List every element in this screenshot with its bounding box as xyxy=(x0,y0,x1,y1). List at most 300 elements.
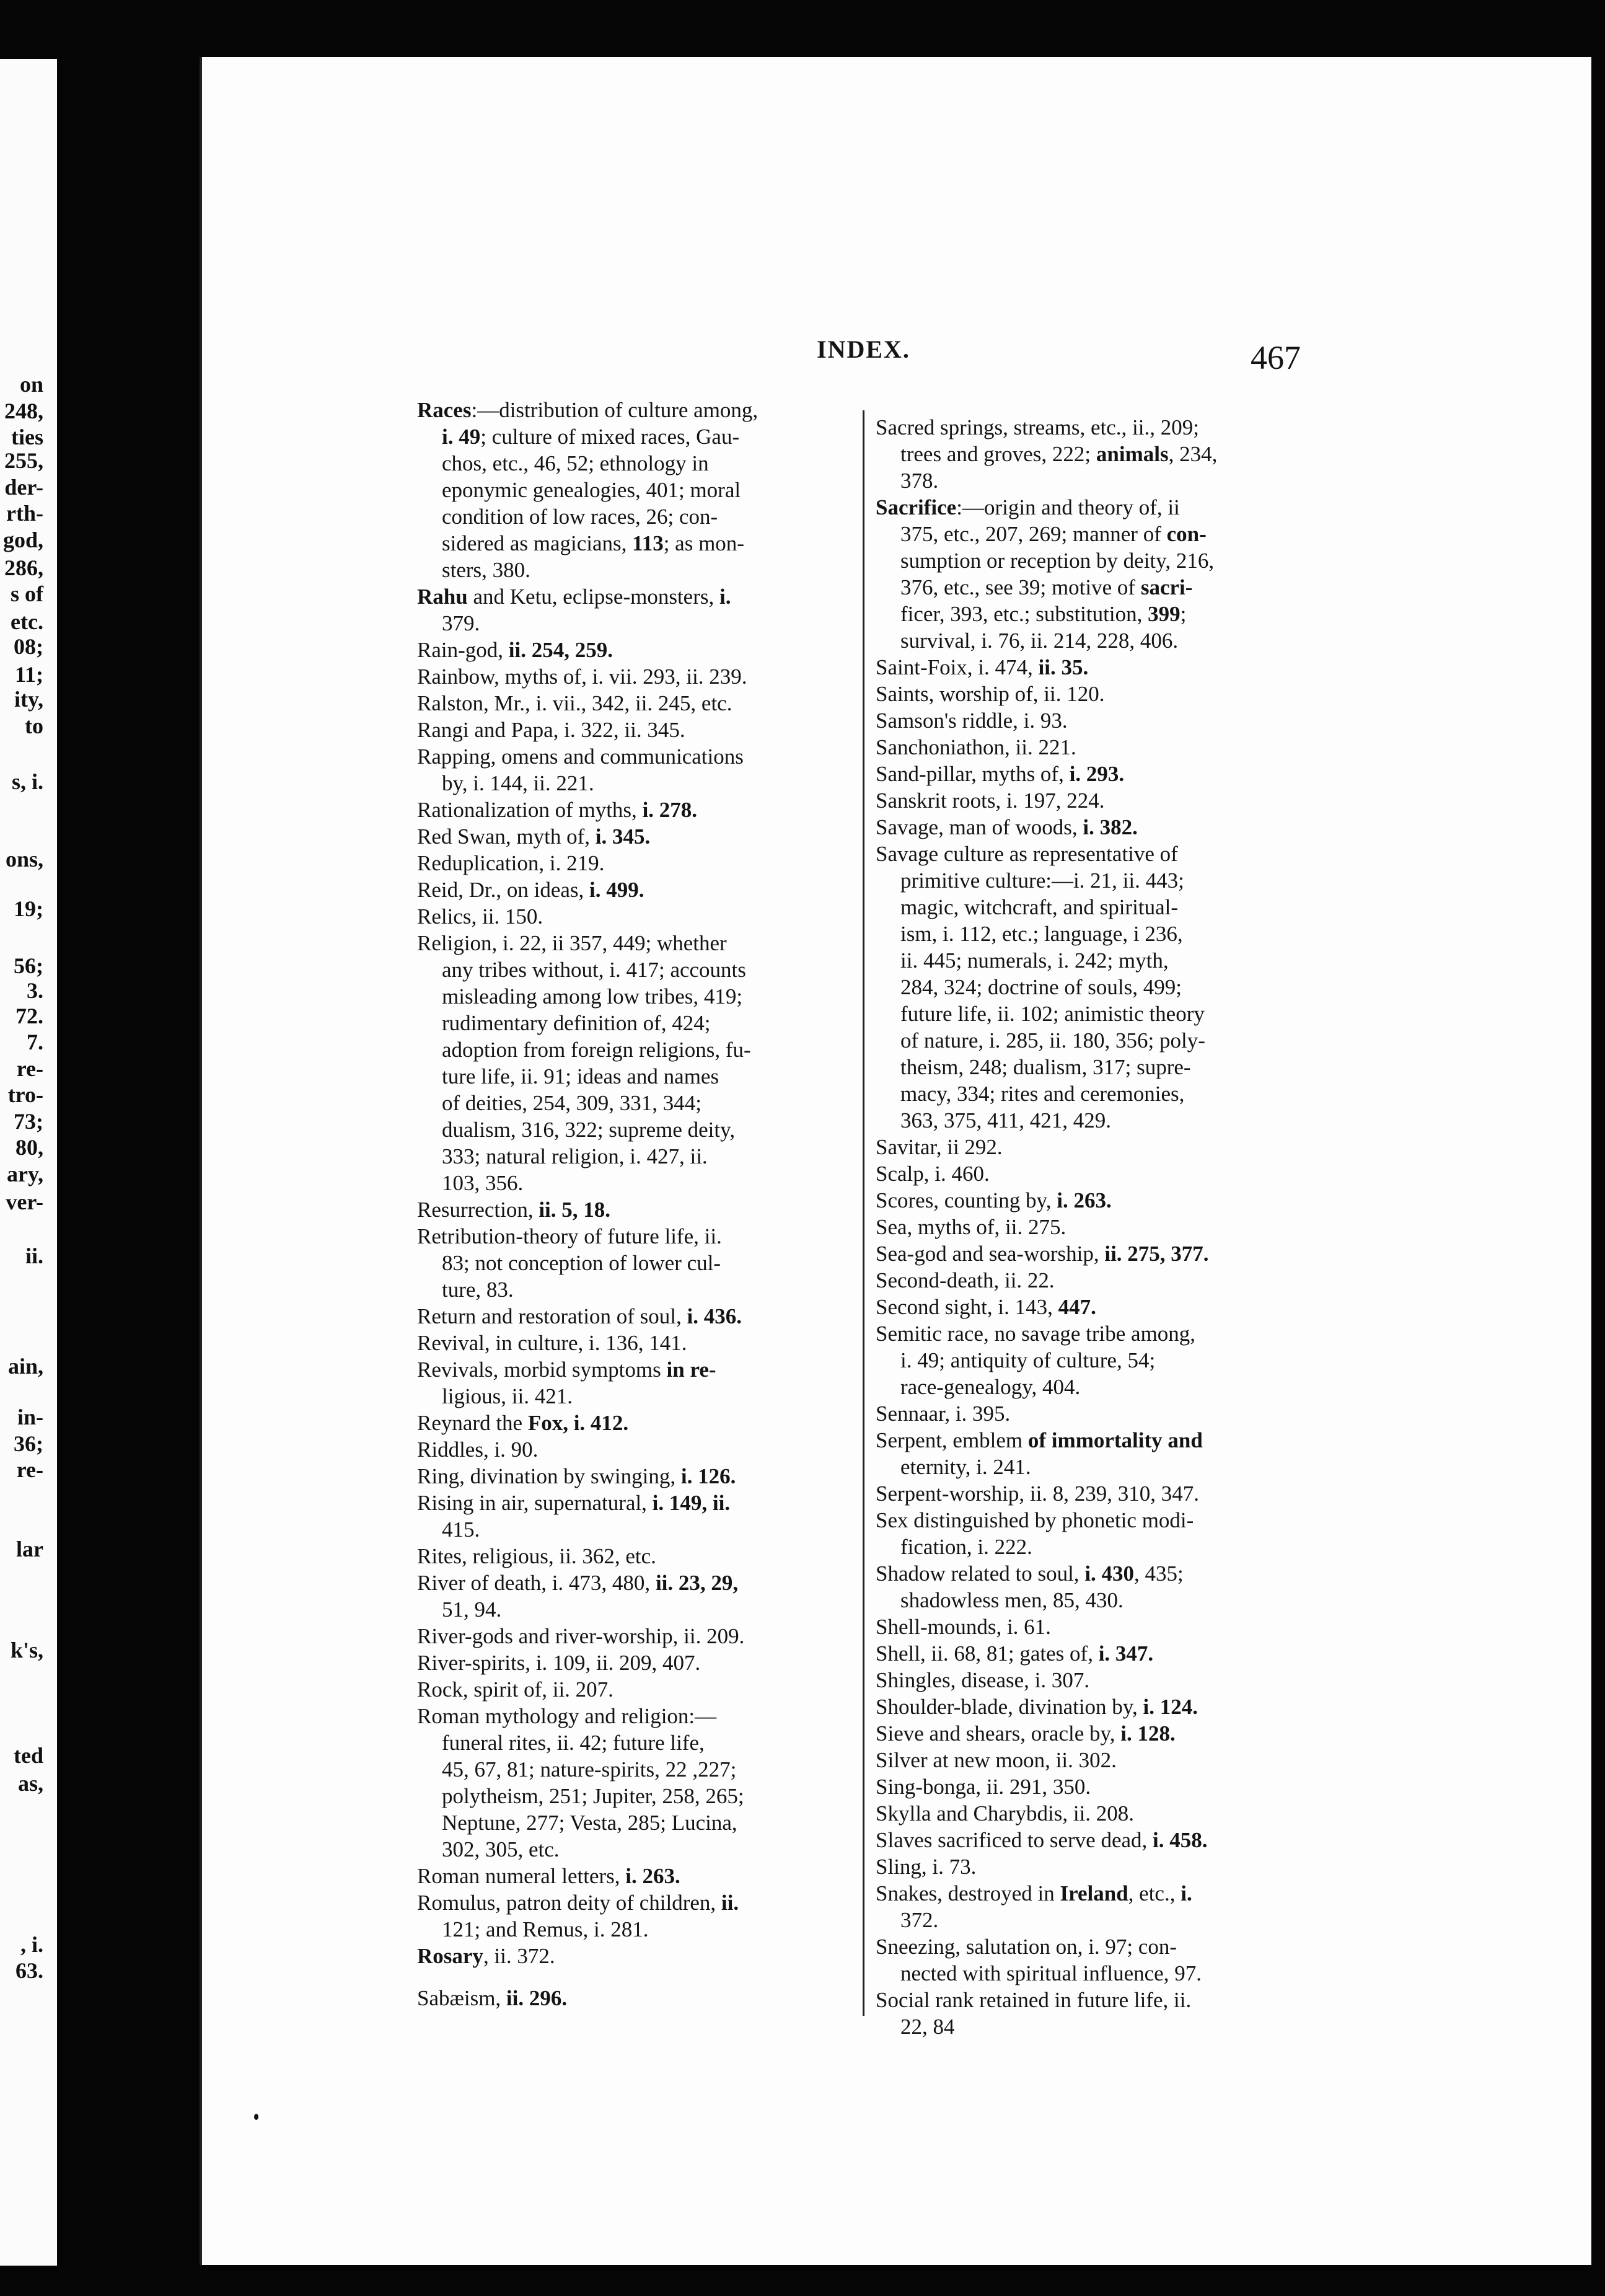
index-entry xyxy=(876,414,1309,494)
index-bold-reference: ii. 5, 18. xyxy=(539,1198,611,1222)
index-entry-headword-line: Sacred springs, streams, etc., ii., 209; xyxy=(876,415,1199,439)
index-entry xyxy=(417,1356,851,1410)
index-bold-reference: i. 149, ii. xyxy=(652,1491,731,1515)
index-entry xyxy=(876,1693,1309,1720)
index-entry-continuation-line: by, i. 144, ii. 221. xyxy=(442,771,594,795)
index-entry-headword-line: Savitar, ii 292. xyxy=(876,1135,1003,1159)
index-text: Saint-Foix, i. 474, xyxy=(876,655,1039,679)
facing-page-text-fragment: ain, xyxy=(7,1354,43,1379)
index-entry-headword-line: Serpent-worship, ii. 8, 239, 310, 347. xyxy=(876,1481,1200,1506)
index-entry-headword-line: Saints, worship of, ii. 120. xyxy=(876,682,1105,706)
facing-page-text-fragment: ons, xyxy=(5,847,43,872)
index-entry-continuation-line: 284, 324; doctrine of souls, 499; xyxy=(900,975,1182,999)
index-entry xyxy=(417,1330,851,1356)
index-entry-continuation-line: 378. xyxy=(900,469,939,493)
index-entry-continuation-line xyxy=(876,441,1309,467)
index-entry-headword-line xyxy=(417,823,851,850)
index-bold-reference: i. 382. xyxy=(1083,815,1138,839)
index-entry-continuation-line: race-genealogy, 404. xyxy=(900,1375,1081,1399)
index-entry-headword-line: Reduplication, i. 219. xyxy=(417,851,605,875)
index-entry-continuation-line: polytheism, 251; Jupiter, 258, 265; xyxy=(442,1784,744,1808)
index-entry-continuation-line: 83; not conception of lower cul- xyxy=(442,1251,721,1275)
index-entry xyxy=(876,1827,1309,1853)
index-text: Sabæism, xyxy=(417,1986,506,2010)
index-text: , ii. 372. xyxy=(483,1944,555,1968)
index-entry xyxy=(417,1703,851,1863)
ink-speck xyxy=(254,2114,258,2120)
index-entry-headword-line xyxy=(417,1490,851,1516)
index-entry xyxy=(417,903,851,930)
index-bold-reference: 399 xyxy=(1148,602,1181,626)
index-entry-headword-line: Shell-mounds, i. 61. xyxy=(876,1615,1051,1639)
index-bold-reference: Rahu xyxy=(417,585,468,609)
index-text: :—origin and theory of, ii xyxy=(956,495,1180,519)
index-entry xyxy=(876,1427,1309,1480)
index-entry xyxy=(876,1294,1309,1320)
index-text: Return and restoration of soul, xyxy=(417,1304,687,1328)
index-bold-reference: in re- xyxy=(666,1358,716,1382)
index-entry-headword-line: Sneezing, salutation on, i. 97; con- xyxy=(876,1935,1177,1959)
facing-page-text-fragment: 286, xyxy=(4,555,43,580)
index-text: Rising in air, supernatural, xyxy=(417,1491,653,1515)
index-bold-reference: i. 49 xyxy=(442,425,481,449)
index-text: Red Swan, myth of, xyxy=(417,824,596,849)
index-bold-reference: i. 347. xyxy=(1098,1641,1154,1666)
index-entry-continuation-line: ture life, ii. 91; ideas and names xyxy=(442,1064,719,1088)
index-bold-reference: i. xyxy=(719,585,731,609)
index-entry-headword-line: Sanskrit roots, i. 197, 224. xyxy=(876,788,1105,813)
index-text: Ring, divination by swinging, xyxy=(417,1464,681,1488)
index-entry-headword-line xyxy=(876,654,1309,681)
index-entry xyxy=(876,1720,1309,1747)
index-entry-headword-line: Savage culture as representative of xyxy=(876,842,1178,866)
index-entry xyxy=(417,1985,851,2011)
index-entry xyxy=(417,930,851,1196)
index-bold-reference: Rosary xyxy=(417,1944,483,1968)
index-text: Roman numeral letters, xyxy=(417,1864,626,1888)
facing-page-text-fragment: re- xyxy=(16,1457,43,1482)
index-entry-continuation-line: 372. xyxy=(900,1908,939,1932)
index-entry-headword-line: Rock, spirit of, ii. 207. xyxy=(417,1677,613,1702)
index-entry xyxy=(876,1800,1309,1827)
index-entry-headword-line xyxy=(876,1427,1309,1454)
index-entry-headword-line xyxy=(417,1356,851,1383)
index-entry-headword-line xyxy=(876,761,1309,787)
index-entry xyxy=(876,1480,1309,1507)
index-entry-headword-line: Semitic race, no savage tribe among, xyxy=(876,1322,1196,1346)
facing-page-text-fragment: 248, xyxy=(4,399,43,423)
facing-page-text-fragment: in- xyxy=(17,1405,43,1429)
index-entry-continuation-line: 45, 67, 81; nature-spirits, 22 ,227; xyxy=(442,1757,737,1782)
index-text: Second sight, i. 143, xyxy=(876,1295,1058,1319)
index-entry-headword-line: Relics, ii. 150. xyxy=(417,904,543,929)
index-text: and Ketu, eclipse-monsters, xyxy=(467,585,719,609)
index-entry-continuation-line: Neptune, 277; Vesta, 285; Lucina, xyxy=(442,1811,737,1835)
index-column-left xyxy=(417,397,851,2011)
facing-page-text-fragment: rth- xyxy=(6,501,43,526)
index-bold-reference: Ireland xyxy=(1060,1881,1128,1905)
index-entry-headword-line: Skylla and Charybdis, ii. 208. xyxy=(876,1801,1135,1826)
index-text: ; as mon- xyxy=(663,531,744,555)
index-entry xyxy=(417,1196,851,1223)
index-entry-continuation-line: future life, ii. 102; animistic theory xyxy=(900,1002,1205,1026)
index-entry-continuation-line: fication, i. 222. xyxy=(900,1535,1032,1559)
index-entry-headword-line: Sennaar, i. 395. xyxy=(876,1402,1011,1426)
index-entry-continuation-line: eternity, i. 241. xyxy=(900,1455,1031,1479)
index-entry xyxy=(876,734,1309,761)
index-entry xyxy=(876,1187,1309,1214)
index-entry xyxy=(876,1240,1309,1267)
index-entry xyxy=(417,583,851,637)
index-bold-reference: ii. 254, 259. xyxy=(508,638,613,662)
index-bold-reference: of immortality and xyxy=(1027,1428,1203,1452)
index-text: trees and groves, 222; xyxy=(900,442,1096,466)
index-bold-reference: i. 436. xyxy=(687,1304,742,1328)
index-entry-headword-line xyxy=(876,1720,1309,1747)
index-text: Sea-god and sea-worship, xyxy=(876,1242,1105,1266)
facing-page-text-fragment: der- xyxy=(4,475,43,500)
index-text: Revivals, morbid symptoms xyxy=(417,1358,667,1382)
index-text: Slaves sacrificed to serve dead, xyxy=(876,1828,1153,1852)
facing-page-text-fragment: ary, xyxy=(7,1162,43,1186)
index-entry-continuation-line: dualism, 316, 322; supreme deity, xyxy=(442,1118,736,1142)
index-text: , etc., xyxy=(1128,1881,1181,1905)
index-entry-continuation-line: ture, 83. xyxy=(442,1278,514,1302)
index-entry xyxy=(876,1507,1309,1560)
index-entry xyxy=(417,1490,851,1543)
index-entry-headword-line xyxy=(417,1889,851,1916)
index-entry-continuation-line: chos, etc., 46, 52; ethnology in xyxy=(442,451,709,475)
index-entry xyxy=(876,1933,1309,1987)
index-bold-reference: ii. xyxy=(721,1891,739,1915)
index-entry-continuation-line: 22, 84 xyxy=(900,2015,955,2039)
index-bold-reference: i. 345. xyxy=(595,824,651,849)
index-entry xyxy=(417,1410,851,1436)
index-entry-headword-line xyxy=(417,1863,851,1889)
index-entry-headword-line xyxy=(417,1303,851,1330)
index-entry-headword-line xyxy=(876,1880,1309,1907)
index-entry xyxy=(876,1400,1309,1427)
index-text: sidered as magicians, xyxy=(442,531,633,555)
facing-page-text-fragment: to xyxy=(25,713,43,738)
index-entry xyxy=(417,876,851,903)
facing-page-text-fragment: 255, xyxy=(4,448,43,473)
index-entry-headword-line xyxy=(876,1294,1309,1320)
index-entry-headword-line xyxy=(417,397,851,423)
index-entry xyxy=(876,1320,1309,1400)
index-text: 375, etc., 207, 269; manner of xyxy=(900,522,1167,546)
index-entry-headword-line xyxy=(417,1985,851,2011)
index-entry-continuation-line: condition of low races, 26; con- xyxy=(442,505,718,529)
index-entry xyxy=(417,1863,851,1889)
index-bold-reference: i. 128. xyxy=(1120,1721,1176,1746)
index-entry-headword-line: Sex distinguished by phonetic modi- xyxy=(876,1508,1194,1532)
index-text: Scores, counting by, xyxy=(876,1188,1057,1212)
index-entry-headword-line: Silver at new moon, ii. 302. xyxy=(876,1748,1117,1772)
index-text: ficer, 393, etc.; substitution, xyxy=(900,602,1148,626)
index-entry xyxy=(417,663,851,690)
index-entry xyxy=(876,1560,1309,1614)
index-entry-continuation-line: shadowless men, 85, 430. xyxy=(900,1588,1124,1612)
index-bold-reference: sacri- xyxy=(1140,575,1193,599)
index-bold-reference: i. 278. xyxy=(642,798,698,822)
index-entry-headword-line: Roman mythology and religion:— xyxy=(417,1704,717,1728)
facing-page-text-fragment: 80, xyxy=(15,1135,43,1160)
index-entry-continuation-line: i. 49; antiquity of culture, 54; xyxy=(900,1348,1156,1372)
index-text: Shell, ii. 68, 81; gates of, xyxy=(876,1641,1099,1666)
index-entry xyxy=(417,1889,851,1943)
index-entry-headword-line xyxy=(876,1827,1309,1853)
index-entry xyxy=(876,494,1309,654)
index-entry xyxy=(876,1214,1309,1240)
index-entry-continuation-line: ism, i. 112, etc.; language, i 236, xyxy=(900,922,1183,946)
index-entry-continuation-line: ligious, ii. 421. xyxy=(442,1384,573,1408)
index-entry-continuation-line: 333; natural religion, i. 427, ii. xyxy=(442,1144,708,1168)
index-entry-headword-line: Sing-bonga, ii. 291, 350. xyxy=(876,1775,1091,1799)
index-entry xyxy=(876,1853,1309,1880)
index-entry-continuation-line xyxy=(876,574,1309,601)
index-entry-continuation-line xyxy=(876,601,1309,627)
index-entry xyxy=(876,1640,1309,1667)
page-number: 467 xyxy=(1251,339,1301,376)
facing-page-text-fragment: lar xyxy=(16,1537,43,1561)
index-entry-headword-line: Sea, myths of, ii. 275. xyxy=(876,1215,1066,1239)
facing-page-text-fragment: s of xyxy=(11,581,43,606)
index-entry-headword-line xyxy=(417,637,851,663)
index-entry xyxy=(876,1773,1309,1800)
index-entry xyxy=(876,1134,1309,1160)
index-entry-headword-line: Rapping, omens and communications xyxy=(417,744,744,769)
index-text: Romulus, patron deity of children, xyxy=(417,1891,721,1915)
index-entry xyxy=(417,1570,851,1623)
index-text: ; xyxy=(1180,602,1187,626)
index-entry-continuation-line: 363, 375, 411, 421, 429. xyxy=(900,1108,1111,1133)
index-bold-reference: con- xyxy=(1166,522,1207,546)
index-entry xyxy=(876,654,1309,681)
index-bold-reference: 113 xyxy=(632,531,664,555)
facing-page-text-fragment: tro- xyxy=(7,1082,43,1107)
index-entry-continuation-line: ii. 445; numerals, i. 242; myth, xyxy=(900,948,1169,973)
index-entry-continuation-line: macy, 334; rites and ceremonies, xyxy=(900,1082,1185,1106)
index-bold-reference: i. 126. xyxy=(680,1464,736,1488)
index-text: Resurrection, xyxy=(417,1198,539,1222)
index-entry-continuation-line: 51, 94. xyxy=(442,1597,502,1622)
index-entry xyxy=(876,1267,1309,1294)
index-text: Sieve and shears, oracle by, xyxy=(876,1721,1121,1746)
index-bold-reference: i. 124. xyxy=(1143,1695,1198,1719)
index-entry xyxy=(876,787,1309,814)
index-entry xyxy=(876,1614,1309,1640)
index-entry-headword-line xyxy=(876,1560,1309,1587)
index-column-right xyxy=(876,414,1309,2040)
index-bold-reference: Fox, i. 412. xyxy=(527,1411,629,1435)
index-entry xyxy=(417,850,851,876)
index-entry xyxy=(417,1303,851,1330)
facing-page-text-fragment: on xyxy=(19,372,43,397)
index-entry xyxy=(417,690,851,717)
index-bold-reference: i. 263. xyxy=(625,1864,680,1888)
index-entry-headword-line: Samson's riddle, i. 93. xyxy=(876,709,1068,733)
index-entry-headword-line xyxy=(417,1410,851,1436)
index-text: , 435; xyxy=(1134,1561,1184,1586)
running-head: INDEX. xyxy=(817,335,910,363)
facing-page-text-fragment: ii. xyxy=(25,1243,43,1268)
index-entry-continuation-line: sumption or reception by deity, 216, xyxy=(900,549,1215,573)
index-entry-headword-line: Sling, i. 73. xyxy=(876,1855,977,1879)
index-entry-headword-line xyxy=(876,1640,1309,1667)
index-entry-headword-line: River-gods and river-worship, ii. 209. xyxy=(417,1624,745,1648)
index-bold-reference: ii. 275, 377. xyxy=(1104,1242,1209,1266)
index-text: Serpent, emblem xyxy=(876,1428,1028,1452)
facing-page-text-fragment: re- xyxy=(16,1056,43,1081)
index-entry-headword-line: River-spirits, i. 109, ii. 209, 407. xyxy=(417,1651,701,1675)
index-entry-headword-line: Rites, religious, ii. 362, etc. xyxy=(417,1544,656,1568)
index-text: :—distribution of culture among, xyxy=(471,398,759,422)
index-entry-continuation-line: magic, witchcraft, and spiritual- xyxy=(900,895,1179,919)
facing-page-text-fragment: god, xyxy=(2,528,43,552)
index-bold-reference: i. 263. xyxy=(1057,1188,1112,1212)
index-entry xyxy=(417,1623,851,1649)
index-entry-continuation-line: sters, 380. xyxy=(442,558,530,582)
index-entry-headword-line xyxy=(417,1570,851,1596)
index-entry-continuation-line xyxy=(417,423,851,450)
index-entry xyxy=(876,1667,1309,1693)
index-entry xyxy=(417,717,851,743)
index-entry xyxy=(417,743,851,797)
index-text: ; culture of mixed races, Gau- xyxy=(480,425,740,449)
index-text: Reynard the xyxy=(417,1411,528,1435)
index-entry-headword-line: Scalp, i. 460. xyxy=(876,1162,990,1186)
index-text: Rationalization of myths, xyxy=(417,798,643,822)
index-entry-continuation-line: nected with spiritual influence, 97. xyxy=(900,1961,1202,1985)
index-entry xyxy=(417,1223,851,1303)
index-bold-reference: i. 293. xyxy=(1069,762,1125,786)
index-entry-continuation-line: 103, 356. xyxy=(442,1171,524,1195)
index-text: , 234, xyxy=(1168,442,1218,466)
index-entry-headword-line: Social rank retained in future life, ii. xyxy=(876,1988,1192,2012)
index-text: Shoulder-blade, divination by, xyxy=(876,1695,1143,1719)
index-entry xyxy=(417,1463,851,1490)
index-entry-headword-line xyxy=(417,1196,851,1223)
index-entry xyxy=(876,681,1309,707)
index-entry-continuation-line: 121; and Remus, i. 281. xyxy=(442,1917,649,1941)
facing-page-text-fragment: , i. xyxy=(20,1932,43,1957)
index-entry xyxy=(417,797,851,823)
index-entry xyxy=(417,397,851,583)
index-entry-headword-line xyxy=(876,814,1309,841)
index-entry-headword-line: Rangi and Papa, i. 322, ii. 345. xyxy=(417,718,685,742)
index-bold-reference: Races xyxy=(417,398,472,422)
index-entry-continuation-line: of nature, i. 285, ii. 180, 356; poly- xyxy=(900,1028,1205,1053)
facing-page-edge xyxy=(0,59,57,2266)
index-bold-reference: ii. 23, 29, xyxy=(655,1571,739,1595)
index-entry-headword-line: Revival, in culture, i. 136, 141. xyxy=(417,1331,687,1355)
facing-page-text-fragment: 7. xyxy=(27,1030,43,1054)
facing-page-text-fragment: ity, xyxy=(14,687,43,712)
index-entry xyxy=(876,761,1309,787)
facing-page-text-fragment: 3. xyxy=(27,978,43,1003)
index-bold-reference: i. 430 xyxy=(1084,1561,1135,1586)
index-entry-headword-line: Retribution-theory of future life, ii. xyxy=(417,1224,722,1248)
facing-page-text-fragment: 63. xyxy=(15,1958,43,1983)
index-bold-reference: ii. 35. xyxy=(1038,655,1089,679)
facing-page-text-fragment: 56; xyxy=(14,953,43,978)
index-entry-continuation-line: of deities, 254, 309, 331, 344; xyxy=(442,1091,701,1115)
index-entry-headword-line xyxy=(417,876,851,903)
index-bold-reference: i. 499. xyxy=(589,878,644,902)
index-text: Savage, man of woods, xyxy=(876,815,1083,839)
index-entry-headword-line: Rainbow, myths of, i. vii. 293, ii. 239. xyxy=(417,665,747,689)
index-text: River of death, i. 473, 480, xyxy=(417,1571,656,1595)
index-entry xyxy=(417,1649,851,1676)
facing-page-text-fragment: 19; xyxy=(14,896,43,921)
index-bold-reference: ii. 296. xyxy=(506,1986,568,2010)
facing-page-text-fragment: as, xyxy=(17,1771,43,1796)
facing-page-text-fragment: ties xyxy=(11,425,43,449)
index-entry-continuation-line: adoption from foreign religions, fu- xyxy=(442,1038,751,1062)
index-entry-headword-line: Second-death, ii. 22. xyxy=(876,1268,1055,1292)
index-entry-continuation-line: misleading among low tribes, 419; xyxy=(442,984,743,1009)
index-entry-headword-line xyxy=(876,1187,1309,1214)
index-entry-headword-line xyxy=(876,1240,1309,1267)
index-text: Shadow related to soul, xyxy=(876,1561,1085,1586)
index-text: Rain-god, xyxy=(417,638,509,662)
index-entry xyxy=(876,814,1309,841)
index-entry-continuation-line: funeral rites, ii. 42; future life, xyxy=(442,1731,705,1755)
index-entries-left xyxy=(417,397,851,1969)
facing-page-text-fragment: 73; xyxy=(14,1109,43,1134)
facing-page-text-fragment: 72. xyxy=(15,1004,43,1028)
index-entry-headword-line xyxy=(417,1943,851,1969)
index-entry xyxy=(876,1160,1309,1187)
index-text: Reid, Dr., on ideas, xyxy=(417,878,590,902)
index-entry-continuation-line: any tribes without, i. 417; accounts xyxy=(442,958,746,982)
facing-page-text-fragment: k's, xyxy=(10,1638,43,1662)
index-text: 376, etc., see 39; motive of xyxy=(900,575,1141,599)
index-bold-reference: animals xyxy=(1096,442,1169,466)
column-divider xyxy=(863,410,864,2016)
index-entry-continuation-line: survival, i. 76, ii. 214, 228, 406. xyxy=(900,629,1179,653)
index-text: Sand-pillar, myths of, xyxy=(876,762,1070,786)
facing-page-text-fragment: ted xyxy=(14,1743,43,1768)
index-entry-headword-line: Religion, i. 22, ii 357, 449; whether xyxy=(417,931,727,955)
index-entry xyxy=(417,1543,851,1570)
index-entry-continuation-line xyxy=(417,530,851,557)
index-bold-reference: Sacrifice xyxy=(876,495,957,519)
index-entry-continuation-line: theism, 248; dualism, 317; supre- xyxy=(900,1055,1191,1079)
index-entry-continuation-line xyxy=(876,521,1309,547)
index-entry xyxy=(417,1436,851,1463)
index-bold-reference: i. 458. xyxy=(1153,1828,1208,1852)
index-bold-reference: i. xyxy=(1181,1881,1192,1905)
facing-page-text-fragment: ver- xyxy=(6,1190,43,1214)
index-entry xyxy=(876,1880,1309,1933)
index-entry-continuation-line: 302, 305, etc. xyxy=(442,1837,560,1861)
index-entry xyxy=(876,707,1309,734)
index-entry xyxy=(876,841,1309,1134)
index-entry xyxy=(876,1987,1309,2040)
index-entry-continuation-line: 415. xyxy=(442,1517,480,1542)
index-entry xyxy=(876,1747,1309,1773)
index-entries-left-trailing xyxy=(417,1985,851,2011)
index-entry-headword-line: Sanchoniathon, ii. 221. xyxy=(876,735,1076,759)
index-entry-headword-line: Ralston, Mr., i. vii., 342, ii. 245, etc. xyxy=(417,691,732,715)
index-entry-continuation-line: primitive culture:—i. 21, ii. 443; xyxy=(900,868,1184,893)
index-entry-continuation-line: eponymic genealogies, 401; moral xyxy=(442,478,741,502)
index-entry-headword-line xyxy=(876,1693,1309,1720)
index-entry-headword-line: Riddles, i. 90. xyxy=(417,1437,539,1462)
facing-page-text-fragment: 08; xyxy=(14,634,43,659)
